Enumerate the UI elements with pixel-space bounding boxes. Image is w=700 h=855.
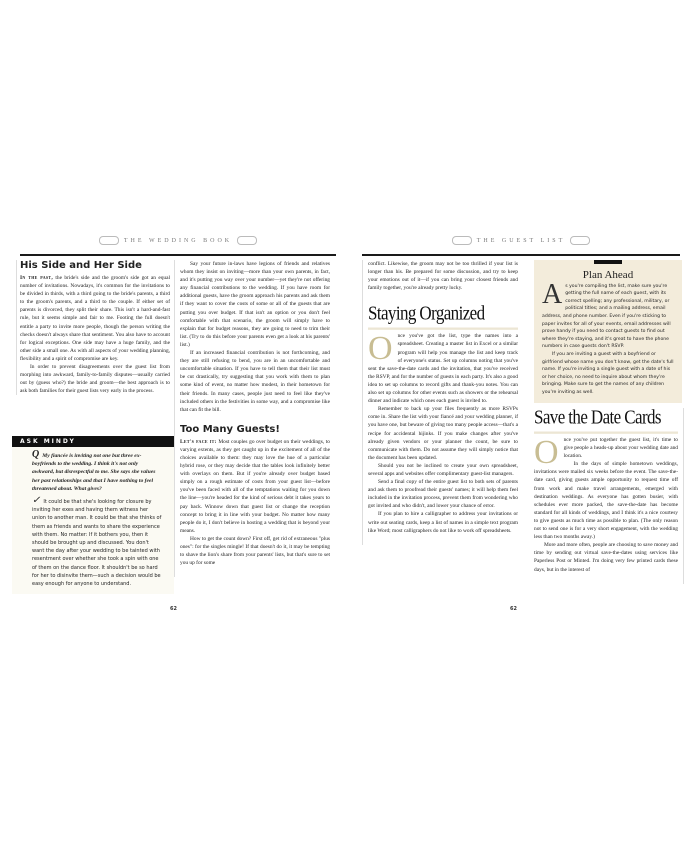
header-rule [362,254,680,256]
paragraph: Send a final copy of the entire guest list to both sets of parents and ask them to proofread their guests' names; it will help them feel included in the invitation process, prevent them from wondering who got invited and who didn't, and lower your chance of error. [368,479,518,510]
left-page [20,236,336,616]
section-heading: Staying Organized [368,303,518,331]
paragraph: conflict. Likewise, the groom may not be too thrilled if your list is longer than his. Be prepared for some discussion, and try to keep your emotions out of it—if you can bring your closest friends and family together, you're already pretty lucky. [368,261,518,292]
paragraph [534,434,678,471]
ask-mindy-label: ASK MINDY [12,436,174,447]
page-number: 62 [170,606,177,612]
paragraph: If you are inviting a guest with a boyfriend or girlfriend whose name you don't know, get the date's full name. If you're inviting a single guest with a date of his or her choice, no need to inquire about whom they're bringing. Make sure to get the names of any children you're inviting as well. [542,351,674,395]
drop-cap: O [368,330,393,368]
left-column-2 [180,260,330,567]
section-heading: Save the Date Cards [534,406,678,434]
ask-mindy-box [12,436,174,594]
question-mark-icon: Q [32,449,40,460]
paragraph: In the days of simple hometown weddings, invitations were mailed six weeks before the event. The save-the-date card, giving guests ample opportunity to request time off from work and make travel arrangements, emerged with destination weddings. As everyone has gotten busier, with schedules ever more packed, the save-the-date has become standard for all kinds of weddings, and I think it's a nice courtesy to give guests as much time as possible to plan. (The only reason not to send one is for a very short engagement, with the wedding less than two months away.) [534,461,678,541]
running-head-right [362,236,680,250]
ask-question [12,447,174,493]
check-icon: ✓ [32,495,41,507]
right-page [362,236,680,616]
paragraph: If you plan to hire a calligrapher to address your invitations or write out seating cards, keep a list of names in a simple text program like Word; most calligraphers do not like to work off spreadsheets. [368,511,518,534]
sidebar-tab [594,260,622,264]
ornament-icon [237,236,257,245]
paragraph [542,278,674,351]
section-heading: His Side and Her Side [20,260,142,271]
left-column-1 [20,260,170,395]
paragraph-text: nce you've put together the guest list, it's time to give people a heads-up about your wedding date and location. [563,437,678,460]
paragraph: Should you not be inclined to create your own spreadsheet, several apps and websites offer complimentary guest-list managers. [368,462,518,477]
lead-in: Let's face it: [180,438,217,445]
running-head-text: THE GUEST LIST [476,237,566,244]
paragraph [368,332,518,405]
running-head-left [20,236,336,250]
section-heading: Too Many Guests! [180,423,280,435]
ornament-icon [99,236,119,245]
ornament-icon [570,236,590,245]
paragraph-text: Most couples go over budget on their weddings, to varying extents, as they get caught up in the excitement of all of the choices available to them: they may love the hue of a particular hybrid rose, or they may decide that the tables look infinitely better with overlays on them. But if you're already over budget based simply on a rough estimate of costs from your guest list—before you've been faced with all of the temptations waiting for you down the line—you're headed for the kind of serious debt it takes years to pay back. Winnow down that guest list or change the reception concept to bring it in line with your budget. No matter how many people do it, I don't believe in hosting a wedding that is beyond your means. [180,438,330,534]
sidebar-title: Plan Ahead [582,269,634,281]
paragraph [180,438,330,535]
header-rule [20,254,336,256]
answer-text: It could be that she's looking for closure by inviting her exes and having them witness her union to another man. It could be that she thinks of them as friends and wants to share the experience with them. No matter: If it bothers you, then it should be brought up and discussed. You don't want the day after your wedding to be tainted with resentment over whether she took a spin with one of them on the dance floor. It shouldn't be so hard for her to disinvite them—such a decision would be easy enough for anyone to understand. [32,499,162,588]
drop-cap: O [534,434,559,471]
paragraph-text: s you're compiling the list, make sure you're getting the full name of each guest, with its correct spelling; any professional, military, or political titles; and a mailing address, email address, and phone number. Even if you're sticking to paper invites for all of your events, email addresses will prove handy if you need to contact guests to find out where they're staying, and it's great to have the phone numbers in case guests don't RSVP. [542,283,671,350]
paragraph-text: nce you've got the list, type the names into a spreadsheet. Creating a master list in Excel or a similar program will help you manage the list and keep track of everyone's status. Set up columns noting that you've sent the save-the-date cards and the invitation, that you've received the RSVP, and for the number of guests in each party. It's also a good idea to set up columns to record gifts and thank-you notes. You can also set up columns for other events such as showers or the rehearsal dinner and indicate which ones each guest is invited to. [368,333,518,405]
lead-in: In the past, [20,275,54,281]
paragraph: More and more often, people are choosing to save money and time by sending out virtual save-the-dates using services like Paperless Post or Minted. I'm doing very few printed cards these days, but in the interest of [534,542,678,573]
paragraph [20,274,170,363]
ornament-icon [452,236,472,245]
question-text: My fiancée is inviting not one but three ex-boyfriends to the wedding. I think it's not only awkward, but disrespectful to me. She says she values her past relationships and that I have nothing to feel threatened about. What gives? [32,453,156,492]
paragraph: If an increased financial contribution is not forthcoming, and they are still refusing to bend, you are in an uncomfortable and uncomfortable situation. If you have to tell them that their list must be cut drastically, try suggesting that you work with them to plan some kind of event, no matter how modest, in their hometown for their friends. In many cases, people just need to feel like they've included others in the festivities in some way, and a compromise like that can fit the bill. [180,350,330,413]
paragraph: Say your future in-laws have legions of friends and relatives whom they insist on inviting—more than your own parents, in fact, and it's putting you way over your number—yet they're not offering any financial contributions to the wedding. If you have room for additional guests, have the groom approach his parents and ask them if they want to cover the costs of some or all of the guests that are putting you over budget. If that isn't an option or you don't feel comfortable with that scenario, the groom will simply have to explain that for budget reasons, they are going to need to trim their list. (Try to do this before your parents even get a look at his parents' list.) [180,261,330,348]
paragraph: Remember to back up your files frequently as more RSVPs come in. Share the list with your fiancé and your wedding planner, if you have one, but beware of giving too many people access—that's a recipe for accidental hijinks. If you make changes after you've already given vendors or your planner the count, be sure to communicate with them. Do not assume they will simply notice that the document has been updated. [368,406,518,461]
running-head-text: THE WEDDING BOOK [123,237,233,244]
right-column-1 [368,260,518,535]
plan-ahead-sidebar [534,260,682,403]
drop-cap: A [542,278,563,310]
paragraph: In order to prevent disagreements over the guest list from morphing into awkward, family-to-family disputes—usually carried out by (guess who?) the bride and groom—the best approach is to ask both families for their guest lists very early in the process. [20,364,170,395]
paragraph-text: the bride's side and the groom's side got an equal number of invitations. Nowadays, it's common for the invitations to be divided in thirds, with a third going to the bride's parents, a third to the groom's parents, and a third to the couple. If either set of parents is divorced, they split their share. This isn't a hard-and-fast rule, but it seems simple and fair to me. Footing the full doesn't entitle a party to invite more people, though the person writing the checks doesn't always share that sentiment. You also have to account for logical exceptions. One side may have a huge family, and the other side a small one. As with all aspects of your wedding planning, flexibility and a spirit of compromise are key. [20,275,170,362]
paragraph: How to get the count down? First off, get rid of extraneous "plus ones": for the singles mingle! If that doesn't do it, it may be tempting to shave the lion's share from your parents' lists, but that's sure to set you up for some [180,535,330,567]
right-column-2 [534,408,678,574]
page-number: 62 [510,606,517,612]
ask-answer [12,493,174,588]
